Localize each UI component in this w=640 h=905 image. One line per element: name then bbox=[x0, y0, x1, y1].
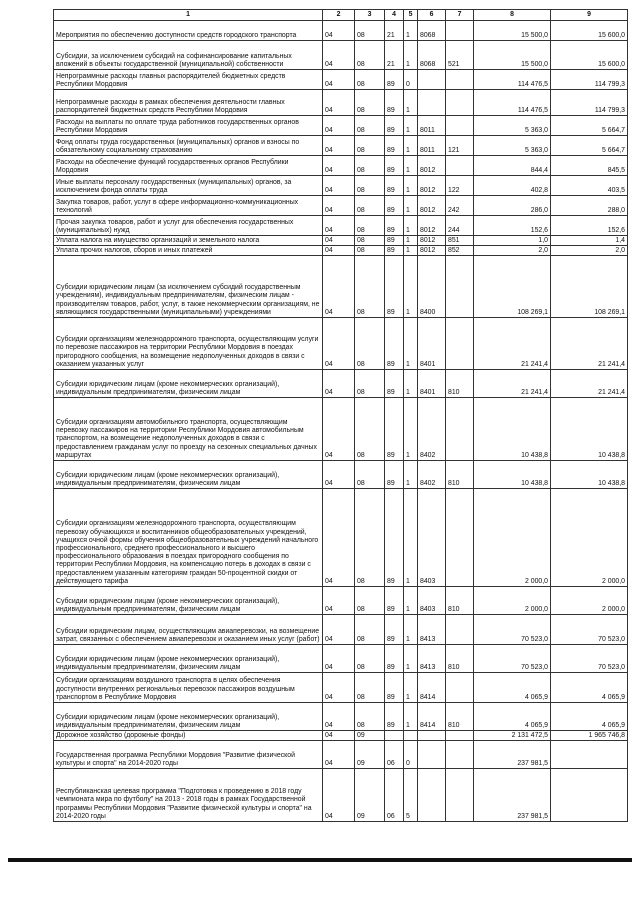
row-value-cell: 04 bbox=[323, 246, 355, 256]
row-value-cell: 288,0 bbox=[551, 196, 628, 216]
row-value-cell: 8401 bbox=[418, 318, 446, 370]
row-value-cell: 4 065,9 bbox=[551, 673, 628, 703]
row-value-cell: 89 bbox=[385, 370, 404, 398]
row-value-cell: 1 bbox=[404, 156, 418, 176]
row-value-cell: 152,6 bbox=[474, 216, 551, 236]
row-value-cell: 1 bbox=[404, 41, 418, 70]
row-value-cell bbox=[446, 21, 474, 41]
row-value-cell bbox=[446, 318, 474, 370]
row-value-cell: 1 bbox=[404, 116, 418, 136]
row-name-cell: Субсидии юридическим лицам (за исключением субсидий государственным учреждениям), индивидуальным предпринимателям, физическим лицам - производителям товаров, работ, услуг, в также некоммерческим организациям, не являющимся государственными (муниципальными) учреждениями bbox=[54, 256, 323, 318]
table-row bbox=[54, 703, 628, 731]
row-value-cell: 5 664,7 bbox=[551, 116, 628, 136]
table-row bbox=[54, 461, 628, 489]
row-value-cell: 8403 bbox=[418, 587, 446, 615]
row-value-cell: 89 bbox=[385, 90, 404, 116]
row-value-cell: 1 bbox=[404, 673, 418, 703]
row-value-cell: 21 241,4 bbox=[551, 370, 628, 398]
row-value-cell: 04 bbox=[323, 741, 355, 769]
row-name-cell: Уплата налога на имущество организаций и земельного налога bbox=[54, 236, 323, 246]
row-value-cell: 521 bbox=[446, 41, 474, 70]
row-name-cell: Дорожное хозяйство (дорожные фонды) bbox=[54, 731, 323, 741]
row-name-cell: Иные выплаты персоналу государственных (муниципальных) органов, за исключением фонда оплаты труда bbox=[54, 176, 323, 196]
row-value-cell bbox=[446, 90, 474, 116]
row-value-cell: 89 bbox=[385, 673, 404, 703]
row-value-cell: 286,0 bbox=[474, 196, 551, 216]
row-name-cell: Прочая закупка товаров, работ и услуг для обеспечения государственных (муниципальных) нужд bbox=[54, 216, 323, 236]
row-value-cell: 89 bbox=[385, 703, 404, 731]
row-value-cell: 21 bbox=[385, 41, 404, 70]
row-value-cell: 5 363,0 bbox=[474, 116, 551, 136]
row-value-cell: 851 bbox=[446, 236, 474, 246]
row-value-cell: 89 bbox=[385, 645, 404, 673]
row-value-cell: 04 bbox=[323, 703, 355, 731]
row-value-cell: 402,8 bbox=[474, 176, 551, 196]
row-value-cell: 89 bbox=[385, 615, 404, 645]
row-value-cell: 2 000,0 bbox=[474, 587, 551, 615]
page-bottom-rule bbox=[8, 858, 632, 862]
row-value-cell: 0 bbox=[404, 70, 418, 90]
row-value-cell: 114 476,5 bbox=[474, 70, 551, 90]
row-value-cell bbox=[446, 731, 474, 741]
row-value-cell: 5 664,7 bbox=[551, 136, 628, 156]
table-row bbox=[54, 256, 628, 318]
table-row bbox=[54, 196, 628, 216]
row-value-cell: 08 bbox=[355, 615, 385, 645]
row-value-cell: 2 000,0 bbox=[474, 489, 551, 587]
table-row bbox=[54, 216, 628, 236]
row-value-cell bbox=[551, 741, 628, 769]
row-value-cell: 0 bbox=[404, 741, 418, 769]
row-value-cell: 15 500,0 bbox=[474, 21, 551, 41]
row-value-cell: 04 bbox=[323, 370, 355, 398]
row-value-cell: 1 bbox=[404, 136, 418, 156]
row-value-cell: 8414 bbox=[418, 703, 446, 731]
row-value-cell bbox=[446, 489, 474, 587]
row-value-cell: 89 bbox=[385, 587, 404, 615]
table-row bbox=[54, 489, 628, 587]
row-value-cell: 08 bbox=[355, 318, 385, 370]
row-value-cell: 2 000,0 bbox=[551, 587, 628, 615]
row-value-cell: 04 bbox=[323, 489, 355, 587]
row-value-cell: 89 bbox=[385, 461, 404, 489]
row-value-cell: 2 000,0 bbox=[551, 489, 628, 587]
row-value-cell: 1 bbox=[404, 318, 418, 370]
row-name-cell: Субсидии юридическим лицам (кроме некоммерческих организаций), индивидуальным предпринимателям, физическим лицам bbox=[54, 645, 323, 673]
header-cell: 1 bbox=[54, 10, 323, 21]
row-value-cell: 04 bbox=[323, 645, 355, 673]
row-value-cell: 2 131 472,5 bbox=[474, 731, 551, 741]
row-value-cell: 08 bbox=[355, 70, 385, 90]
row-value-cell: 8068 bbox=[418, 21, 446, 41]
row-value-cell: 08 bbox=[355, 398, 385, 461]
header-cell: 8 bbox=[474, 10, 551, 21]
table-row bbox=[54, 370, 628, 398]
row-value-cell: 08 bbox=[355, 21, 385, 41]
row-value-cell: 08 bbox=[355, 703, 385, 731]
row-name-cell: Субсидии организациям автомобильного транспорта, осуществляющим перевозку пассажиров на территории Республики Мордовия автомобильным транспортом, на возмещение недополученных доходов в связи с предоставлением гражданам услуг по проезду на сезонных специальных дачных маршрутах bbox=[54, 398, 323, 461]
row-value-cell: 08 bbox=[355, 116, 385, 136]
row-value-cell: 114 799,3 bbox=[551, 90, 628, 116]
row-value-cell: 8011 bbox=[418, 136, 446, 156]
row-value-cell: 8012 bbox=[418, 176, 446, 196]
row-value-cell: 04 bbox=[323, 90, 355, 116]
row-name-cell: Фонд оплаты труда государственных (муниципальных) органов и взносы по обязательному социальному страхованию bbox=[54, 136, 323, 156]
table-row bbox=[54, 21, 628, 41]
row-value-cell: 810 bbox=[446, 703, 474, 731]
row-value-cell bbox=[418, 70, 446, 90]
row-value-cell bbox=[418, 769, 446, 822]
row-value-cell: 1 965 746,8 bbox=[551, 731, 628, 741]
row-name-cell: Субсидии, за исключением субсидий на софинансирование капитальных вложений в объекты государственной (муниципальной) собственности bbox=[54, 41, 323, 70]
row-value-cell: 08 bbox=[355, 461, 385, 489]
row-value-cell: 04 bbox=[323, 769, 355, 822]
table-row bbox=[54, 41, 628, 70]
row-value-cell: 1 bbox=[404, 90, 418, 116]
header-cell: 4 bbox=[385, 10, 404, 21]
row-value-cell: 89 bbox=[385, 136, 404, 156]
row-value-cell: 08 bbox=[355, 196, 385, 216]
row-value-cell: 04 bbox=[323, 615, 355, 645]
row-value-cell: 237 981,5 bbox=[474, 741, 551, 769]
row-value-cell: 114 476,5 bbox=[474, 90, 551, 116]
row-value-cell: 89 bbox=[385, 156, 404, 176]
row-value-cell: 10 438,8 bbox=[551, 461, 628, 489]
row-value-cell: 70 523,0 bbox=[474, 615, 551, 645]
row-value-cell: 04 bbox=[323, 587, 355, 615]
row-value-cell: 08 bbox=[355, 216, 385, 236]
row-value-cell: 810 bbox=[446, 370, 474, 398]
row-value-cell: 04 bbox=[323, 461, 355, 489]
row-value-cell: 89 bbox=[385, 318, 404, 370]
row-value-cell bbox=[446, 256, 474, 318]
table-row bbox=[54, 90, 628, 116]
row-value-cell: 04 bbox=[323, 216, 355, 236]
row-value-cell: 1 bbox=[404, 370, 418, 398]
row-value-cell: 21 241,4 bbox=[474, 370, 551, 398]
row-name-cell: Субсидии юридическим лицам (кроме некоммерческих организаций), индивидуальным предпринимателям, физическим лицам bbox=[54, 370, 323, 398]
row-name-cell: Государственная программа Республики Мордовия "Развитие физической культуры и спорта" на 2014-2020 годы bbox=[54, 741, 323, 769]
row-value-cell: 89 bbox=[385, 176, 404, 196]
row-value-cell: 237 981,5 bbox=[474, 769, 551, 822]
row-name-cell: Мероприятия по обеспечению доступности средств городского транспорта bbox=[54, 21, 323, 41]
row-value-cell: 1 bbox=[404, 645, 418, 673]
row-name-cell: Уплата прочих налогов, сборов и иных платежей bbox=[54, 246, 323, 256]
row-value-cell: 21 bbox=[385, 21, 404, 41]
row-value-cell: 852 bbox=[446, 246, 474, 256]
row-value-cell bbox=[446, 615, 474, 645]
row-name-cell: Расходы на выплаты по оплате труда работников государственных органов Республики Мордовия bbox=[54, 116, 323, 136]
row-value-cell: 04 bbox=[323, 116, 355, 136]
row-value-cell: 89 bbox=[385, 196, 404, 216]
row-value-cell: 4 065,9 bbox=[551, 703, 628, 731]
row-value-cell: 1 bbox=[404, 196, 418, 216]
row-value-cell: 1 bbox=[404, 216, 418, 236]
table-row bbox=[54, 156, 628, 176]
table-row bbox=[54, 587, 628, 615]
row-value-cell: 1 bbox=[404, 246, 418, 256]
row-value-cell: 09 bbox=[355, 731, 385, 741]
row-value-cell: 08 bbox=[355, 645, 385, 673]
row-value-cell: 8012 bbox=[418, 196, 446, 216]
row-value-cell: 08 bbox=[355, 256, 385, 318]
row-value-cell: 10 438,8 bbox=[474, 398, 551, 461]
budget-table bbox=[53, 9, 628, 822]
row-value-cell bbox=[551, 769, 628, 822]
row-value-cell: 8402 bbox=[418, 398, 446, 461]
row-name-cell: Субсидии организациям железнодорожного транспорта, осуществляющим перевозку обучающихся и воспитанников общеобразовательных учреждений, учащихся очной формы обучения общеобразовательных учреждений начального профессионального, среднего профессионального и высшего профессионального образования в поездах пригородного сообщения по территории Республики Мордовия, на компенсацию потерь в доходах в связи с предоставлением указанным категориям граждан 50-процентной скидки от действующего тарифа bbox=[54, 489, 323, 587]
table-row bbox=[54, 615, 628, 645]
row-value-cell: 04 bbox=[323, 41, 355, 70]
row-value-cell: 1 bbox=[404, 176, 418, 196]
row-value-cell: 08 bbox=[355, 587, 385, 615]
row-value-cell bbox=[418, 741, 446, 769]
row-value-cell bbox=[418, 90, 446, 116]
row-value-cell: 122 bbox=[446, 176, 474, 196]
table-row bbox=[54, 673, 628, 703]
row-value-cell: 15 600,0 bbox=[551, 21, 628, 41]
row-value-cell: 70 523,0 bbox=[551, 645, 628, 673]
row-value-cell: 1 bbox=[404, 398, 418, 461]
row-value-cell bbox=[446, 769, 474, 822]
row-value-cell: 08 bbox=[355, 370, 385, 398]
table-row bbox=[54, 246, 628, 256]
row-value-cell: 21 241,4 bbox=[474, 318, 551, 370]
row-value-cell: 5 363,0 bbox=[474, 136, 551, 156]
row-value-cell bbox=[446, 156, 474, 176]
row-value-cell: 89 bbox=[385, 246, 404, 256]
row-value-cell: 89 bbox=[385, 216, 404, 236]
row-value-cell: 108 269,1 bbox=[551, 256, 628, 318]
row-value-cell: 244 bbox=[446, 216, 474, 236]
row-value-cell: 4 065,9 bbox=[474, 703, 551, 731]
row-value-cell: 15 500,0 bbox=[474, 41, 551, 70]
row-value-cell: 5 bbox=[404, 769, 418, 822]
row-name-cell: Закупка товаров, работ, услуг в сфере информационно-коммуникационных технологий bbox=[54, 196, 323, 216]
row-value-cell: 1,0 bbox=[474, 236, 551, 246]
row-value-cell: 242 bbox=[446, 196, 474, 216]
row-value-cell: 08 bbox=[355, 489, 385, 587]
row-value-cell: 08 bbox=[355, 41, 385, 70]
row-value-cell: 08 bbox=[355, 246, 385, 256]
row-value-cell: 89 bbox=[385, 116, 404, 136]
row-value-cell: 04 bbox=[323, 318, 355, 370]
row-value-cell: 2,0 bbox=[474, 246, 551, 256]
row-value-cell: 845,5 bbox=[551, 156, 628, 176]
table-row bbox=[54, 318, 628, 370]
row-value-cell: 8401 bbox=[418, 370, 446, 398]
row-value-cell: 04 bbox=[323, 673, 355, 703]
row-value-cell bbox=[446, 741, 474, 769]
row-value-cell: 8413 bbox=[418, 615, 446, 645]
row-value-cell: 1 bbox=[404, 256, 418, 318]
row-value-cell: 04 bbox=[323, 156, 355, 176]
row-value-cell bbox=[404, 731, 418, 741]
row-name-cell: Субсидии юридическим лицам (кроме некоммерческих организаций), индивидуальным предпринимателям, физическим лицам bbox=[54, 587, 323, 615]
row-value-cell bbox=[446, 70, 474, 90]
row-value-cell: 1 bbox=[404, 461, 418, 489]
row-value-cell: 04 bbox=[323, 256, 355, 318]
row-name-cell: Субсидии юридическим лицам (кроме некоммерческих организаций), индивидуальным предпринимателям, физическим лицам bbox=[54, 461, 323, 489]
row-value-cell: 10 438,8 bbox=[551, 398, 628, 461]
row-name-cell: Субсидии юридическим лицам, осуществляющим авиаперевозки, на возмещение затрат, связанных с обеспечением авиаперевозок и оказанием иных услуг (работ) bbox=[54, 615, 323, 645]
row-value-cell: 89 bbox=[385, 236, 404, 246]
row-value-cell: 1 bbox=[404, 587, 418, 615]
row-value-cell: 8413 bbox=[418, 645, 446, 673]
row-name-cell: Субсидии организациям воздушного транспорта в целях обеспечения доступности внутренних региональных перевозок пассажиров воздушным транспортом в Республике Мордовия bbox=[54, 673, 323, 703]
row-name-cell: Субсидии юридическим лицам (кроме некоммерческих организаций), индивидуальным предпринимателям, физическим лицам bbox=[54, 703, 323, 731]
row-value-cell: 8414 bbox=[418, 673, 446, 703]
row-value-cell: 1 bbox=[404, 489, 418, 587]
row-value-cell bbox=[418, 731, 446, 741]
row-value-cell: 08 bbox=[355, 673, 385, 703]
row-value-cell: 06 bbox=[385, 741, 404, 769]
table-row bbox=[54, 645, 628, 673]
row-value-cell: 152,6 bbox=[551, 216, 628, 236]
header-cell: 5 bbox=[404, 10, 418, 21]
row-value-cell: 810 bbox=[446, 645, 474, 673]
row-value-cell: 1 bbox=[404, 236, 418, 246]
row-value-cell: 10 438,8 bbox=[474, 461, 551, 489]
table-row bbox=[54, 398, 628, 461]
table-row bbox=[54, 70, 628, 90]
row-value-cell: 08 bbox=[355, 236, 385, 246]
row-value-cell: 8012 bbox=[418, 236, 446, 246]
row-value-cell: 8400 bbox=[418, 256, 446, 318]
header-row bbox=[54, 10, 628, 21]
table-row bbox=[54, 731, 628, 741]
row-value-cell: 108 269,1 bbox=[474, 256, 551, 318]
header-cell: 2 bbox=[323, 10, 355, 21]
row-value-cell: 8012 bbox=[418, 246, 446, 256]
row-value-cell: 21 241,4 bbox=[551, 318, 628, 370]
row-value-cell: 810 bbox=[446, 461, 474, 489]
row-value-cell: 04 bbox=[323, 398, 355, 461]
row-value-cell: 70 523,0 bbox=[551, 615, 628, 645]
table-row bbox=[54, 236, 628, 246]
table-row bbox=[54, 176, 628, 196]
row-value-cell: 1,4 bbox=[551, 236, 628, 246]
row-name-cell: Республиканская целевая программа "Подготовка к проведению в 2018 году чемпионата мира по футболу" на 2013 - 2018 годы в рамках Государственной программы Республики Мордовия "Развитие физической культуры и спорта" на 2014-2020 годы bbox=[54, 769, 323, 822]
row-value-cell: 8068 bbox=[418, 41, 446, 70]
row-value-cell: 08 bbox=[355, 90, 385, 116]
row-value-cell: 09 bbox=[355, 741, 385, 769]
header-cell: 3 bbox=[355, 10, 385, 21]
row-value-cell: 403,5 bbox=[551, 176, 628, 196]
row-name-cell: Расходы на обеспечение функций государственных органов Республики Мордовия bbox=[54, 156, 323, 176]
header-cell: 7 bbox=[446, 10, 474, 21]
row-value-cell bbox=[446, 673, 474, 703]
row-value-cell: 1 bbox=[404, 21, 418, 41]
row-value-cell: 04 bbox=[323, 176, 355, 196]
row-value-cell: 8012 bbox=[418, 156, 446, 176]
row-value-cell: 1 bbox=[404, 703, 418, 731]
row-name-cell: Непрограммные расходы главных распорядителей бюджетных средств Республики Мордовия bbox=[54, 70, 323, 90]
table-row bbox=[54, 116, 628, 136]
row-value-cell: 04 bbox=[323, 21, 355, 41]
row-value-cell: 2,0 bbox=[551, 246, 628, 256]
row-name-cell: Непрограммные расходы в рамках обеспечения деятельности главных распорядителей бюджетных средств Республики Мордовия bbox=[54, 90, 323, 116]
header-cell: 9 bbox=[551, 10, 628, 21]
row-value-cell: 04 bbox=[323, 236, 355, 246]
row-value-cell: 1 bbox=[404, 615, 418, 645]
row-value-cell: 8403 bbox=[418, 489, 446, 587]
row-value-cell: 8011 bbox=[418, 116, 446, 136]
row-value-cell: 06 bbox=[385, 769, 404, 822]
row-value-cell: 15 600,0 bbox=[551, 41, 628, 70]
row-value-cell: 8402 bbox=[418, 461, 446, 489]
row-name-cell: Субсидии организациям железнодорожного транспорта, осуществляющим услуги по перевозке пассажиров на территории Республики Мордовия в поездах пригородного сообщения, на возмещение недополученных доходов в связи с оказанием указанных услуг bbox=[54, 318, 323, 370]
row-value-cell: 08 bbox=[355, 176, 385, 196]
row-value-cell: 89 bbox=[385, 398, 404, 461]
table-row bbox=[54, 769, 628, 822]
row-value-cell: 09 bbox=[355, 769, 385, 822]
row-value-cell: 4 065,9 bbox=[474, 673, 551, 703]
row-value-cell: 8012 bbox=[418, 216, 446, 236]
row-value-cell: 08 bbox=[355, 156, 385, 176]
row-value-cell: 89 bbox=[385, 256, 404, 318]
row-value-cell: 04 bbox=[323, 70, 355, 90]
row-value-cell: 114 799,3 bbox=[551, 70, 628, 90]
row-value-cell: 89 bbox=[385, 489, 404, 587]
table-row bbox=[54, 741, 628, 769]
row-value-cell: 89 bbox=[385, 70, 404, 90]
row-value-cell: 70 523,0 bbox=[474, 645, 551, 673]
row-value-cell: 04 bbox=[323, 136, 355, 156]
header-cell: 6 bbox=[418, 10, 446, 21]
row-value-cell: 844,4 bbox=[474, 156, 551, 176]
row-value-cell bbox=[446, 398, 474, 461]
row-value-cell bbox=[446, 116, 474, 136]
table-row bbox=[54, 136, 628, 156]
row-value-cell: 04 bbox=[323, 731, 355, 741]
row-value-cell bbox=[385, 731, 404, 741]
row-value-cell: 04 bbox=[323, 196, 355, 216]
row-value-cell: 810 bbox=[446, 587, 474, 615]
row-value-cell: 08 bbox=[355, 136, 385, 156]
row-value-cell: 121 bbox=[446, 136, 474, 156]
